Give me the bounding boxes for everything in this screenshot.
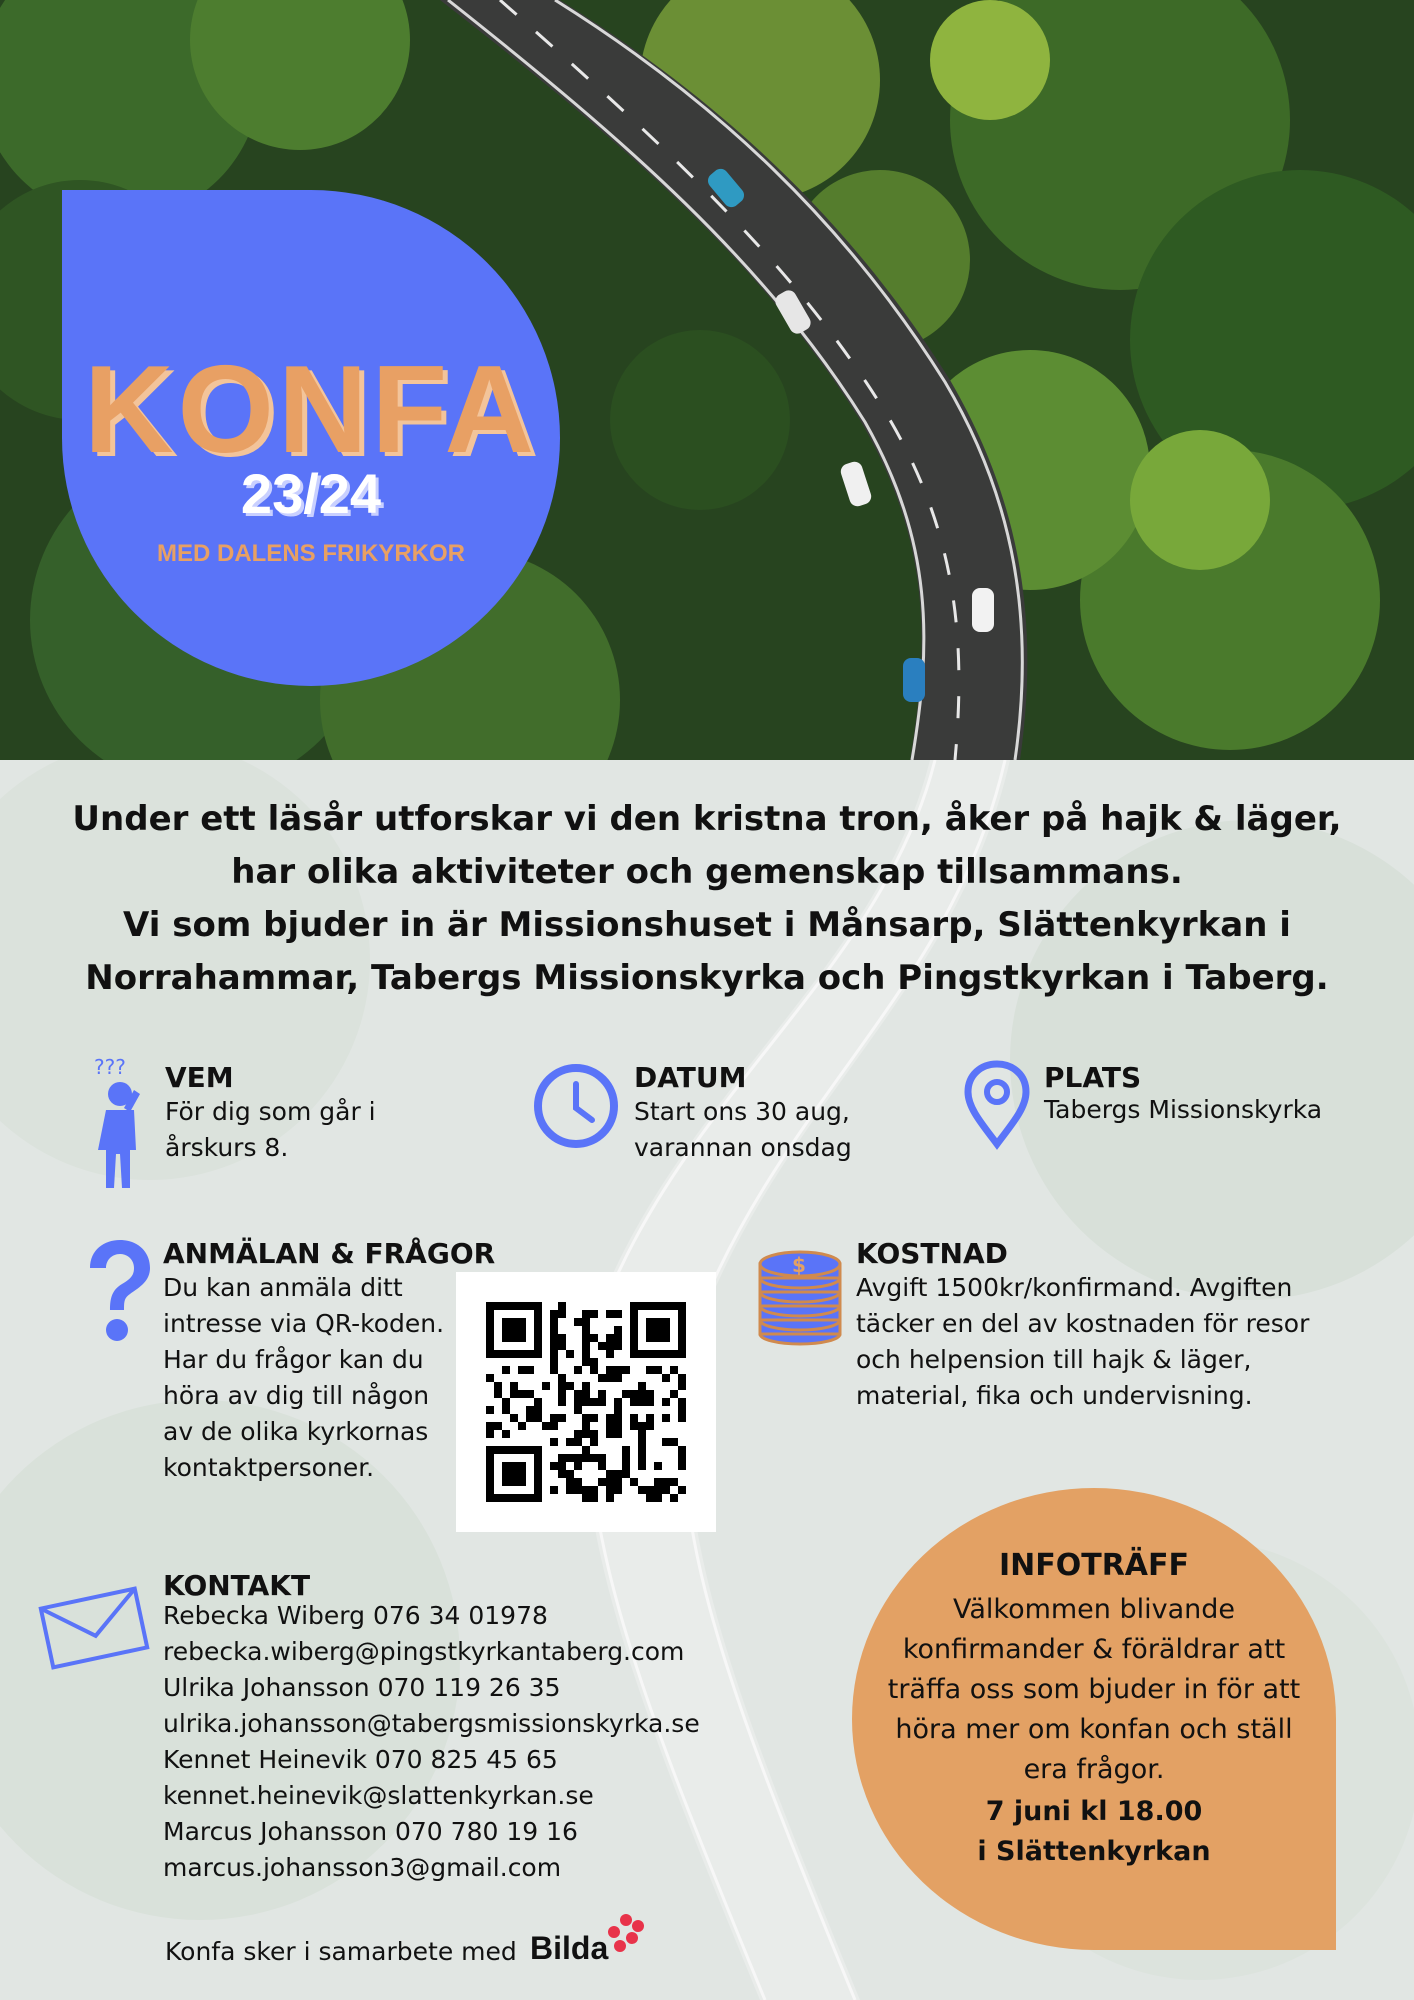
bilda-logo-icon	[602, 1910, 650, 1962]
kontakt-list	[163, 1598, 700, 1886]
anmalan-line-1: Du kan anmäla ditt	[163, 1273, 403, 1302]
anmalan-line-2: intresse via QR-koden.	[163, 1309, 445, 1338]
plats-line-1: Tabergs Missionskyrka	[1044, 1095, 1323, 1124]
konfa-badge	[62, 190, 560, 686]
svg-text:$: $	[792, 1253, 806, 1277]
konfa-title: KONFA	[84, 341, 538, 479]
bilda-logo-text: Bilda	[530, 1930, 609, 1966]
kontakt-name-2: Ulrika Johansson 070 119 26 35	[163, 1673, 561, 1702]
location-pin-icon	[962, 1060, 1032, 1154]
bilda-logo	[530, 1930, 608, 1967]
qr-code[interactable]	[456, 1272, 716, 1532]
vem-heading: VEM	[165, 1061, 234, 1094]
kontakt-email-4[interactable]: marcus.johansson3@gmail.com	[163, 1853, 562, 1882]
kostnad-text	[856, 1270, 1309, 1414]
kontakt-name-1: Rebecka Wiberg 076 34 01978	[163, 1601, 548, 1630]
infotraff-date-line-1: 7 juni kl 18.00	[985, 1796, 1203, 1827]
anmalan-text	[163, 1270, 444, 1486]
infotraff-bubble	[852, 1488, 1336, 1950]
vem-line-1: För dig som går i	[165, 1097, 376, 1126]
infotraff-date	[852, 1792, 1336, 1872]
konfa-subtitle: MED DALENS FRIKYRKOR	[156, 540, 465, 567]
datum-line-2: varannan onsdag	[634, 1133, 852, 1162]
plats-heading: PLATS	[1044, 1061, 1142, 1094]
kostnad-line-1: Avgift 1500kr/konfirmand. Avgiften	[856, 1273, 1293, 1302]
infotraff-text: Välkommen blivande konfirmander & föräldrar att träffa oss som bjuder in för att höra mer om konfan och ställ era frågor.	[887, 1594, 1301, 1785]
kontakt-email-2[interactable]: ulrika.johansson@tabergsmissionskyrka.se	[163, 1709, 700, 1738]
coins-icon	[754, 1236, 846, 1352]
anmalan-line-4: höra av dig till någon	[163, 1381, 430, 1410]
datum-heading: DATUM	[634, 1061, 747, 1094]
plats-text	[1044, 1092, 1322, 1128]
envelope-icon	[38, 1580, 150, 1680]
datum-text	[634, 1094, 852, 1166]
clock-icon	[532, 1062, 620, 1154]
kontakt-name-4: Marcus Johansson 070 780 19 16	[163, 1817, 578, 1846]
infotraff-date-line-2: i Slättenkyrkan	[977, 1836, 1211, 1867]
intro-text	[50, 793, 1364, 1005]
anmalan-line-3: Har du frågor kan du	[163, 1345, 424, 1374]
kontakt-email-1[interactable]: rebecka.wiberg@pingstkyrkantaberg.com	[163, 1637, 685, 1666]
kontakt-name-3: Kennet Heinevik 070 825 45 65	[163, 1745, 558, 1774]
konfa-year: 23/24	[240, 462, 382, 525]
kostnad-heading: KOSTNAD	[856, 1237, 1008, 1270]
footer-text: Konfa sker i samarbete med	[165, 1937, 517, 1966]
intro-line-1: Under ett läsår utforskar vi den kristna tron, åker på hajk & läger, har olika aktiviteter och gemenskap tillsammans.	[72, 799, 1342, 892]
anmalan-heading: ANMÄLAN & FRÅGOR	[163, 1237, 496, 1270]
hero-photo	[0, 0, 1414, 760]
vem-line-2: årskurs 8.	[165, 1133, 289, 1162]
anmalan-line-5: av de olika kyrkornas	[163, 1417, 429, 1446]
infotraff-heading: INFOTRÄFF	[998, 1548, 1190, 1583]
anmalan-line-6: kontaktpersoner.	[163, 1453, 375, 1482]
datum-line-1: Start ons 30 aug,	[634, 1097, 850, 1126]
qr-code-graphic	[456, 1272, 716, 1532]
kostnad-line-4: material, fika och undervisning.	[856, 1381, 1253, 1410]
intro-line-2: Vi som bjuder in är Missionshuset i Månsarp, Slättenkyrkan i Norrahammar, Tabergs Missionskyrka och Pingstkyrkan i Taberg.	[85, 905, 1329, 998]
kontakt-email-3[interactable]: kennet.heinevik@slattenkyrkan.se	[163, 1781, 594, 1810]
svg-text:???: ???	[94, 1055, 126, 1079]
question-mark-icon	[80, 1236, 160, 1350]
kostnad-line-2: täcker en del av kostnaden för resor	[856, 1309, 1310, 1338]
confused-person-icon	[86, 1050, 146, 1194]
kostnad-line-3: och helpension till hajk & läger,	[856, 1345, 1252, 1374]
vem-text	[165, 1094, 376, 1166]
kontakt-heading: KONTAKT	[163, 1569, 311, 1602]
